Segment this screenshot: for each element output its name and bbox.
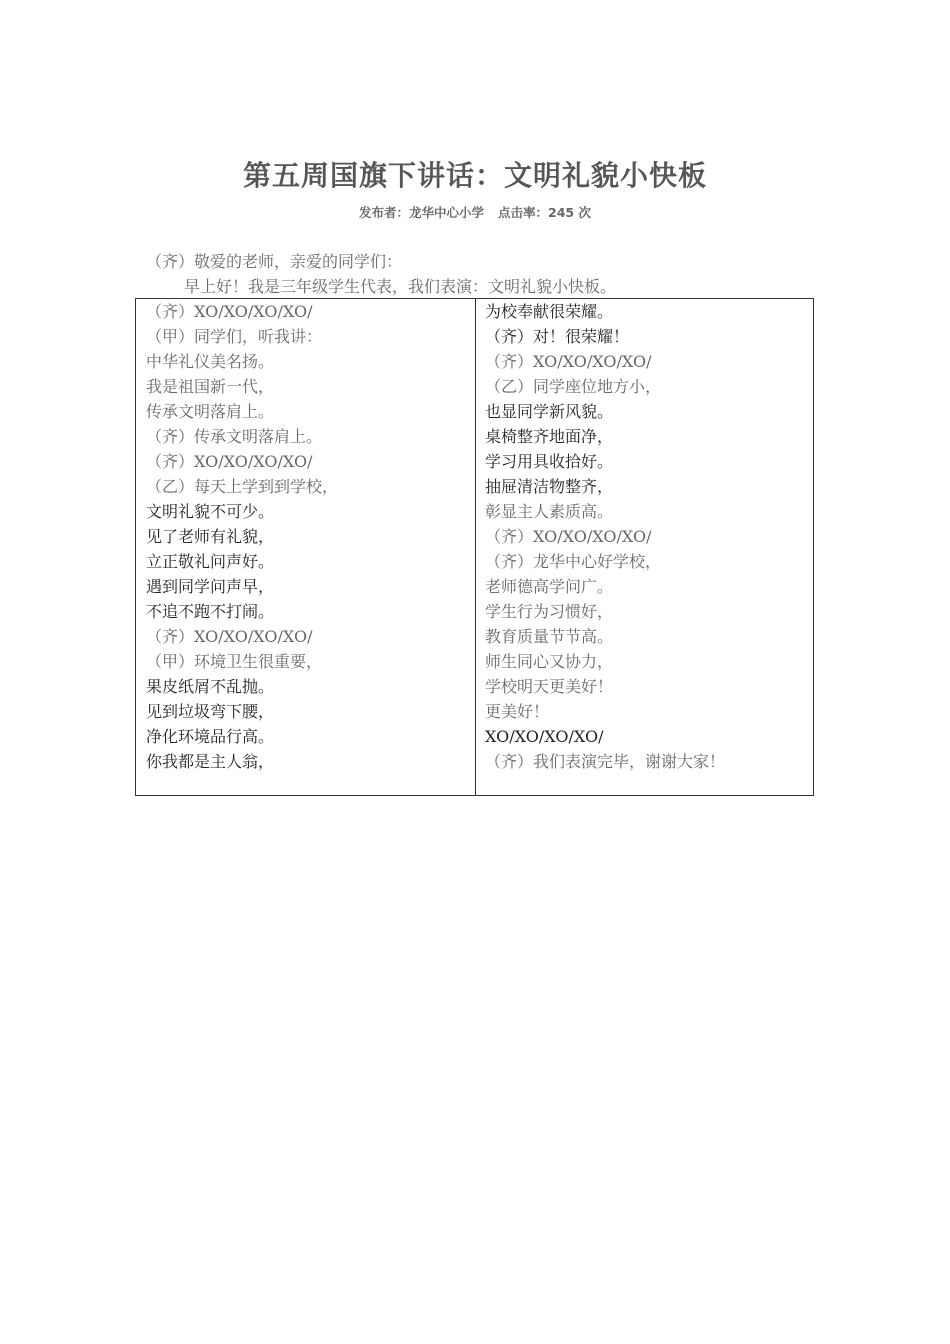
script-line: （齐）XO/XO/XO/XO/ [146,452,313,471]
script-line: XO/XO/XO/XO/ [485,727,604,746]
script-line: （齐）对！很荣耀！ [485,327,630,346]
script-line: （乙）每天上学到到学校， [146,477,339,496]
script-line: 见了老师有礼貌， [146,527,275,546]
script-line: 见到垃圾弯下腰， [146,702,275,721]
script-line: 学习用具收拾好。 [485,452,614,471]
script-line: 学生行为习惯好， [485,602,614,621]
article-meta [0,203,950,221]
column-divider [475,299,476,795]
script-line: 教育质量节节高。 [485,627,614,646]
script-line: 抽屉清洁物整齐， [485,477,614,496]
intro-section [146,249,826,299]
script-line: 彰显主人素质高。 [485,502,614,521]
right-column [485,299,725,774]
script-line: 学校明天更美好！ [485,677,614,696]
script-line: （齐）我们表演完毕，谢谢大家！ [485,752,726,771]
script-line: 也显同学新风貌。 [485,402,614,421]
script-line: 师生同心又协力， [485,652,614,671]
script-line: 文明礼貌不可少。 [146,502,275,521]
script-line: （齐）XO/XO/XO/XO/ [146,627,313,646]
left-column [146,299,338,774]
script-line: 不追不跑不打闹。 [146,602,275,621]
script-line: 净化环境品行高。 [146,727,275,746]
script-line: （齐）XO/XO/XO/XO/ [146,302,313,321]
script-line: 传承文明落肩上。 [146,402,275,421]
script-line: 遇到同学问声早， [146,577,275,596]
script-line: （齐）龙华中心好学校， [485,552,662,571]
intro-line: 早上好！我是三年级学生代表，我们表演：文明礼貌小快板。 [184,277,617,296]
script-line: （齐）XO/XO/XO/XO/ [485,352,652,371]
script-line: 桌椅整齐地面净， [485,427,614,446]
script-line: （齐）传承文明落肩上。 [146,427,323,446]
script-line: （乙）同学座位地方小， [485,377,662,396]
script-line: 我是祖国新一代， [146,377,275,396]
script-line: 果皮纸屑不乱抛。 [146,677,275,696]
script-line: 为校奉献很荣耀。 [485,302,614,321]
greeting-line: （齐）敬爱的老师，亲爱的同学们： [146,252,403,271]
page-title: 第五周国旗下讲话：文明礼貌小快板 [242,159,707,192]
script-line: （甲）环境卫生很重要， [146,652,323,671]
script-table [135,298,814,796]
script-line: 中华礼仪美名扬。 [146,352,275,371]
script-line: 立正敬礼问声好。 [146,552,275,571]
click-count: 点击率：245 次 [498,205,591,220]
script-line: 更美好！ [485,702,550,721]
script-line: （甲）同学们，听我讲： [146,327,323,346]
script-line: 你我都是主人翁， [146,752,275,771]
script-line: 老师德高学问广。 [485,577,614,596]
script-line: （齐）XO/XO/XO/XO/ [485,527,652,546]
publisher-label: 发布者：龙华中心小学 [359,205,485,220]
